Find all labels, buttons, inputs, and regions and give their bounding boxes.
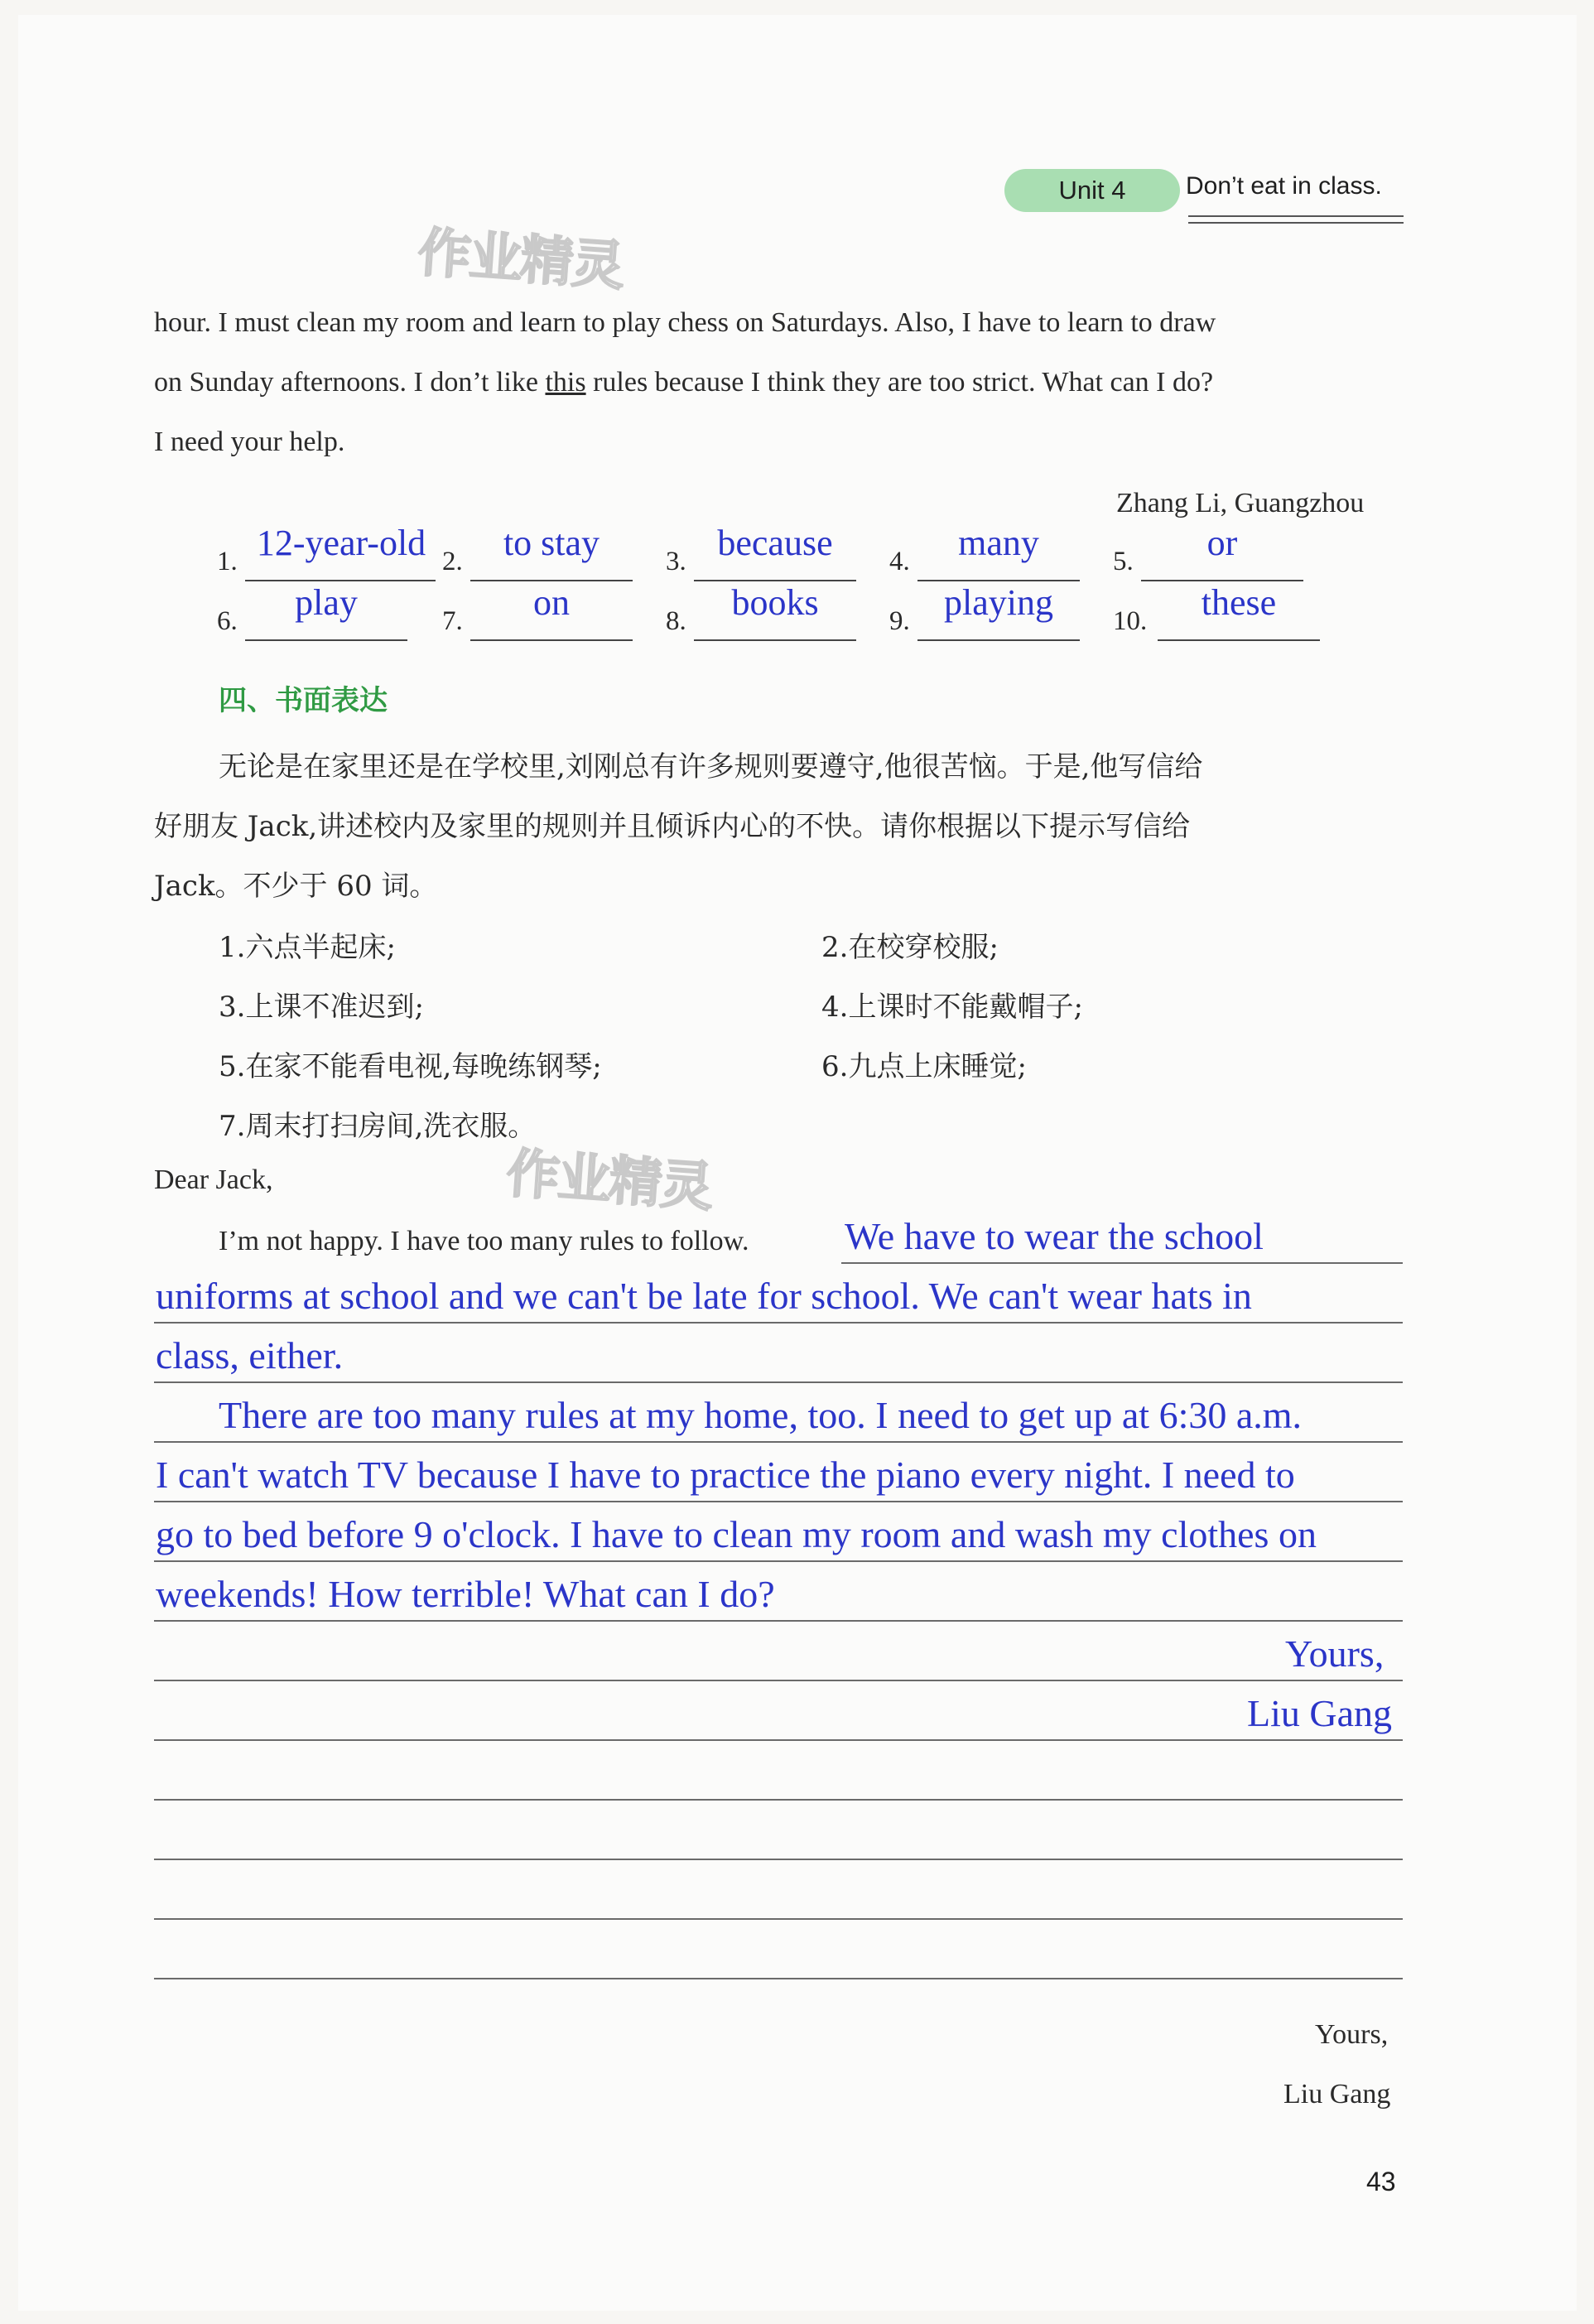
handwritten-line: uniforms at school and we can't be late for school. We can't wear hats in [156,1275,1252,1317]
passage-text: rules because I think they are too strict. What can I do? [585,367,1214,398]
passage-line: hour. I must clean my room and learn to play chess on Saturdays. Also, I have to learn to draw [154,307,1216,338]
unit-label: Unit 4 [1058,176,1126,205]
answer-text: many [958,523,1039,563]
answer-blank [470,639,633,641]
page-number: 43 [1366,2167,1396,2196]
header-rule-2 [1188,222,1404,224]
prompt-item: 1.六点半起床; [219,931,396,964]
answer-text: on [533,582,570,623]
prompt-item: 3.上课不准迟到; [219,991,424,1024]
answer-text: to stay [503,523,600,563]
answer-text: these [1201,582,1277,623]
instruction-line: 好朋友 Jack,讲述校内及家里的规则并且倾诉内心的不快。请你根据以下提示写信给 [154,810,1191,843]
blank-number: 3. [666,547,686,576]
watermark-logo: 作业精灵 [504,1143,714,1219]
handwritten-line: weekends! How terrible! What can I do? [156,1573,775,1615]
writing-line [841,1262,1403,1264]
blank-number: 2. [442,547,463,576]
writing-line [154,1739,1403,1741]
handwritten-name: Liu Gang [1247,1692,1393,1734]
answer-text: playing [944,582,1053,623]
answer-blank [245,639,407,641]
blank-number: 4. [889,547,910,576]
writing-line [154,1918,1403,1920]
writing-line [154,1620,1403,1622]
answer-blank [917,639,1080,641]
answer-text: books [731,582,819,623]
section-title: 四、书面表达 [219,684,388,717]
prompt-item: 7.周末打扫房间,洗衣服。 [219,1110,537,1143]
writing-line [154,1501,1403,1502]
blank-number: 6. [217,606,238,636]
instruction-line: 无论是在家里还是在学校里,刘刚总有许多规则要遵守,他很苦恼。于是,他写信给 [219,750,1203,784]
writing-line [154,1799,1403,1801]
handwritten-line: We have to wear the school [845,1215,1264,1257]
handwritten-closing: Yours, [1285,1632,1385,1675]
letter-name: Liu Gang [1283,2079,1391,2109]
writing-line [154,1322,1403,1324]
letter-closing: Yours, [1315,2019,1389,2050]
answer-text: 12-year-old [256,523,426,563]
prompt-item: 4.上课时不能戴帽子; [821,991,1083,1024]
letter-greeting: Dear Jack, [154,1164,273,1195]
underlined-word: this [545,367,586,398]
answer-text: play [295,582,358,623]
answer-text: or [1206,523,1238,563]
answer-text: because [717,523,833,563]
handwritten-line: I can't watch TV because I have to practice the piano every night. I need to [156,1454,1295,1496]
handwritten-line: There are too many rules at my home, too. I need to get up at 6:30 a.m. [219,1394,1303,1436]
blank-number: 7. [442,606,463,636]
answer-blank [1158,639,1320,641]
passage-line [154,353,1213,412]
header-rule [1188,215,1404,217]
writing-line [154,1680,1403,1681]
writing-line [154,1560,1403,1562]
blank-number: 5. [1113,547,1134,576]
blank-number: 1. [217,547,238,576]
handwritten-line: class, either. [156,1334,344,1377]
blank-number: 8. [666,606,686,636]
prompt-item: 5.在家不能看电视,每晚练钢琴; [219,1050,602,1083]
blank-number: 9. [889,606,910,636]
unit-title: Don’t eat in class. [1186,172,1382,200]
letter-opening: I’m not happy. I have too many rules to follow. [219,1226,749,1256]
prompt-item: 6.九点上床睡觉; [821,1050,1027,1083]
blank-number: 10. [1113,606,1148,636]
writing-line [154,1441,1403,1443]
passage-text: on Sunday afternoons. I don’t like [154,367,546,398]
passage-line: I need your help. [154,427,345,457]
watermark-logo: 作业精灵 [416,222,625,298]
instruction-line: Jack。不少于 60 词。 [154,870,438,903]
prompt-item: 2.在校穿校服; [821,931,999,964]
writing-line [154,1859,1403,1860]
answer-blank [694,639,856,641]
passage-signature: Zhang Li, Guangzhou [1116,488,1365,518]
writing-line [154,1978,1403,1979]
handwritten-line: go to bed before 9 o'clock. I have to clean my room and wash my clothes on [156,1513,1317,1555]
unit-badge [1004,169,1180,212]
writing-line [154,1381,1403,1383]
